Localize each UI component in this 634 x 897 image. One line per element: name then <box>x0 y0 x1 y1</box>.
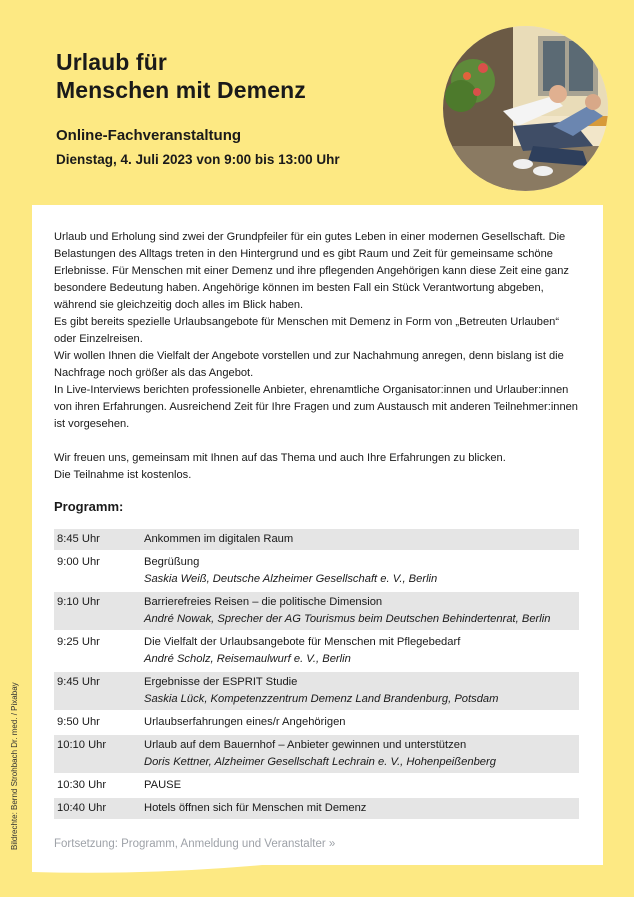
program-time: 9:45 Uhr <box>57 676 100 688</box>
intro-paragraph: Wir wollen Ihnen die Vielfalt der Angebote vorstellen und zur Nachahmung anregen, denn bislang ist die Nachfrage noch größer als das Angebot. <box>54 350 564 379</box>
program-time: 9:25 Uhr <box>57 636 100 648</box>
program-description <box>144 737 579 771</box>
program-description <box>144 714 579 731</box>
program-title: Urlaub auf dem Bauernhof – Anbieter gewinnen und unterstützen <box>144 739 467 751</box>
page-title <box>56 48 396 104</box>
program-title: Die Vielfalt der Urlaubsangebote für Menschen mit Pflegebedarf <box>144 636 461 648</box>
program-time: 9:50 Uhr <box>57 716 100 728</box>
program-row <box>54 529 579 550</box>
image-credit: Bildrechte: Bernd Strohbach Dr. med. / Pixabay <box>10 682 19 850</box>
program-speaker: Saskia Lück, Kompetenzzentrum Demenz Land Brandenburg, Potsdam <box>144 693 499 705</box>
program-description <box>144 531 579 548</box>
program-row <box>54 592 579 630</box>
program-row <box>54 632 579 670</box>
program-title: Hotels öffnen sich für Menschen mit Demenz <box>144 802 367 814</box>
program-time: 9:10 Uhr <box>57 596 100 608</box>
program-description <box>144 800 579 817</box>
photo-two-seniors-relaxing-icon <box>443 26 608 191</box>
program-row <box>54 775 579 796</box>
program-description <box>144 634 579 668</box>
program-speaker: Doris Kettner, Alzheimer Gesellschaft Lechrain e. V., Hohenpeißenberg <box>144 756 496 768</box>
intro-text <box>54 229 582 484</box>
program-description <box>144 674 579 708</box>
program-speaker: André Nowak, Sprecher der AG Tourismus beim Deutschen Behindertenrat, Berlin <box>144 613 551 625</box>
intro-paragraph: Wir freuen uns, gemeinsam mit Ihnen auf das Thema und auch Ihre Erfahrungen zu blicken. <box>54 452 506 464</box>
program-title: Ankommen im digitalen Raum <box>144 533 294 545</box>
program-title: PAUSE <box>144 779 182 791</box>
program-description <box>144 594 579 628</box>
program-row <box>54 712 579 733</box>
program-title: Urlaubserfahrungen eines/r Angehörigen <box>144 716 346 728</box>
program-time: 10:30 Uhr <box>57 779 107 791</box>
intro-paragraph: Urlaub und Erholung sind zwei der Grundpfeiler für ein gutes Leben in einer modernen Gesellschaft. Die Belastungen des Alltags treten in den Hintergrund und es gibt Raum und Zeit für gemeinsame schöne Erlebnisse. Für Menschen mit einer Demenz und ihre pflegenden Angehörigen kann diese Zeit eine ganz besondere Bedeutung haben. Angehörige können im besten Fall ein Stück Verantwortung abgeben, während sie gleichzeitig doch alles im Blick haben. <box>54 231 569 311</box>
event-type: Online-Fachveranstaltung <box>56 127 242 144</box>
program-title: Ergebnisse der ESPRIT Studie <box>144 676 298 688</box>
program-row <box>54 798 579 819</box>
program-title: Begrüßung <box>144 556 200 568</box>
header <box>56 48 396 170</box>
intro-paragraph: In Live-Interviews berichten professionelle Anbieter, ehrenamtliche Organisator:innen und Urlauber:innen von ihren Erfahrungen. Ausreichend Zeit für Ihre Fragen und zum Austausch mit anderen Teilnehmer:innen ist vorgesehen. <box>54 384 578 430</box>
content-card <box>32 205 603 865</box>
program-description <box>144 554 579 588</box>
program-speaker: Saskia Weiß, Deutsche Alzheimer Gesellschaft e. V., Berlin <box>144 573 438 585</box>
intro-paragraph: Die Teilnahme ist kostenlos. <box>54 469 192 481</box>
program-heading: Programm: <box>54 499 124 514</box>
header-photo <box>443 26 608 191</box>
program-row <box>54 735 579 773</box>
program-time: 8:45 Uhr <box>57 533 100 545</box>
card-wave-edge <box>32 850 603 890</box>
continuation-link[interactable]: Fortsetzung: Programm, Anmeldung und Veranstalter » <box>54 838 336 850</box>
event-date: Dienstag, 4. Juli 2023 von 9:00 bis 13:00 Uhr <box>56 152 340 167</box>
title-line-2: Menschen mit Demenz <box>56 77 306 103</box>
program-description <box>144 777 579 794</box>
paragraph-spacer <box>54 433 582 450</box>
program-time: 9:00 Uhr <box>57 556 100 568</box>
program-time: 10:10 Uhr <box>57 739 107 751</box>
program-title: Barrierefreies Reisen – die politische Dimension <box>144 596 383 608</box>
title-line-1: Urlaub für <box>56 49 167 75</box>
intro-paragraph: Es gibt bereits spezielle Urlaubsangebote für Menschen mit Demenz in Form von „Betreuten Urlauben“ oder Einzelreisen. <box>54 316 560 345</box>
program-time: 10:40 Uhr <box>57 802 107 814</box>
program-row <box>54 672 579 710</box>
program-row <box>54 552 579 590</box>
program-speaker: André Scholz, Reisemaulwurf e. V., Berlin <box>144 653 351 665</box>
program-schedule <box>54 529 579 821</box>
